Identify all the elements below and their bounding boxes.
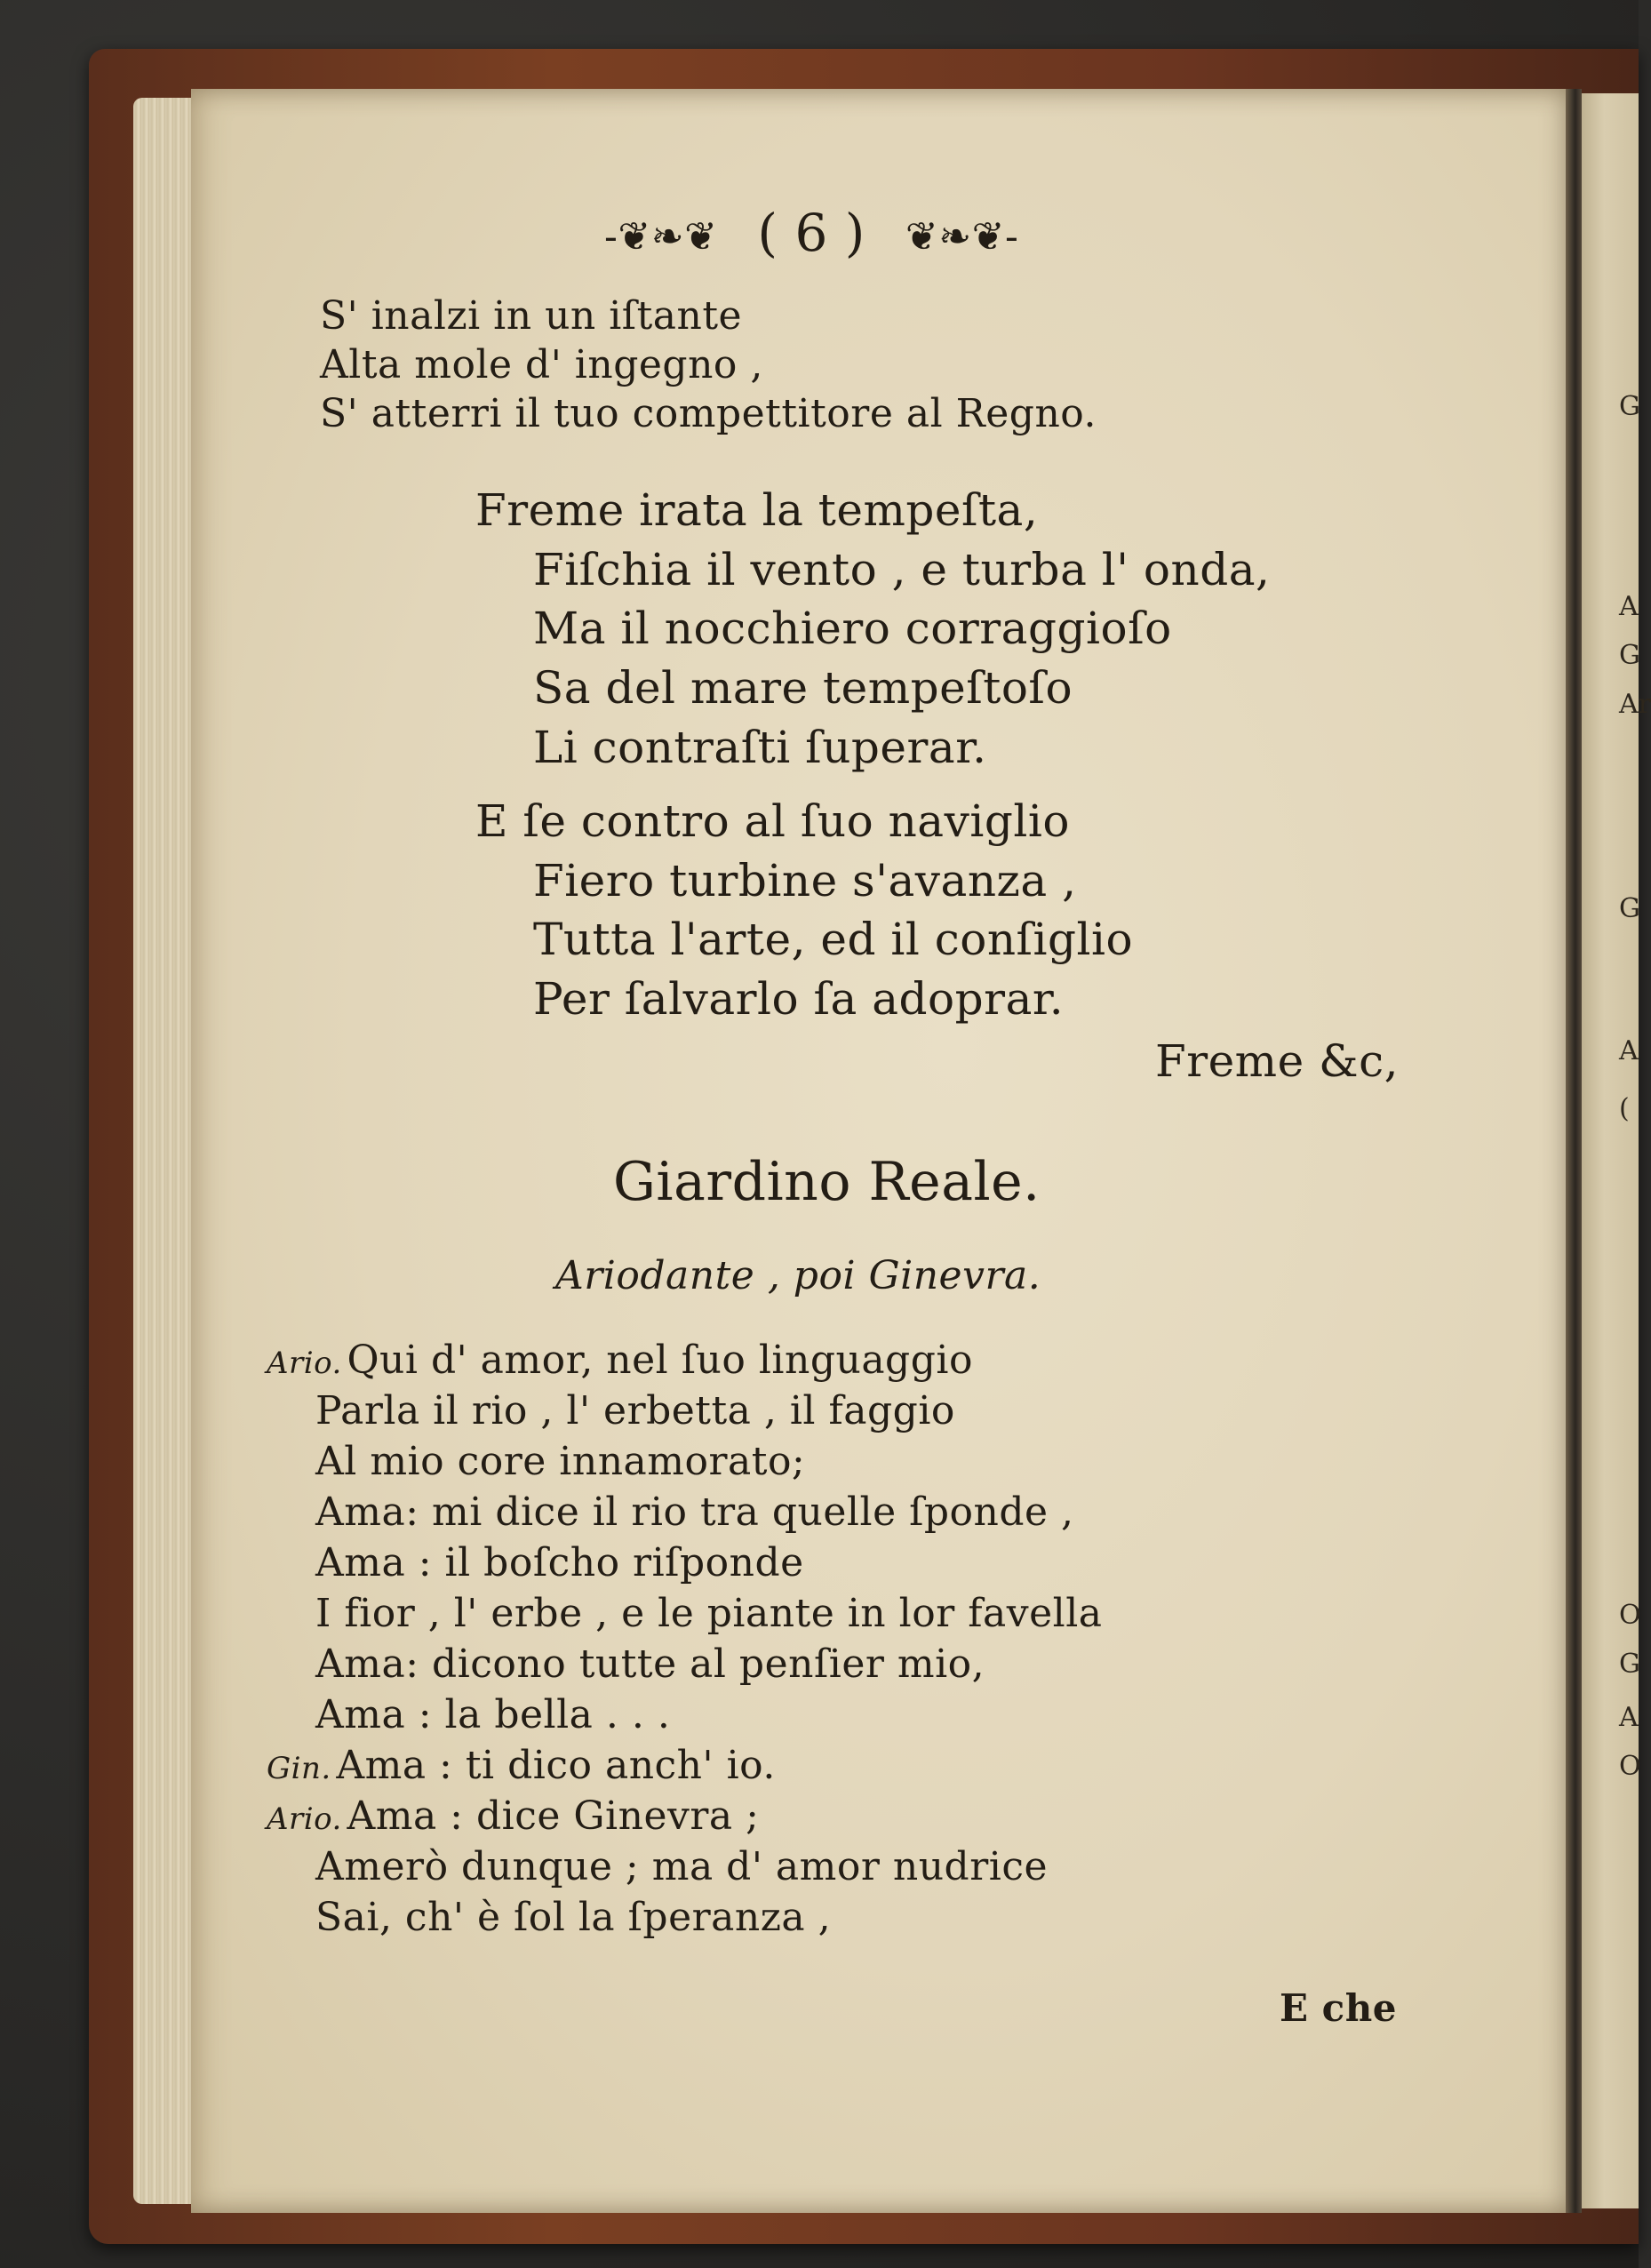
aria-line: E ſe contro al ſuo naviglio — [475, 795, 1070, 847]
ornament-right-icon: ❦❧❦- — [905, 214, 1019, 260]
facing-page-fragment: G — [1619, 893, 1640, 924]
page-number: ( 6 ) — [757, 203, 865, 263]
aria-line: Freme irata la tempeſta, — [475, 484, 1039, 536]
dialogue-text: Ama : dice Ginevra ; — [347, 1793, 760, 1839]
dialogue-line: Parla il rio , l' erbetta , il faggio — [315, 1388, 955, 1433]
facing-page-fragment: Ar — [1619, 689, 1651, 720]
aria-line: Fiſchia il vento , e turba l' onda, — [533, 544, 1271, 595]
speaker-label: Ario. — [267, 1801, 342, 1837]
ornament-left-icon: -❦❧❦ — [604, 214, 718, 260]
aria-line: Li contraſti ſuperar. — [533, 722, 987, 773]
facing-page-fragment: G — [1619, 391, 1640, 422]
dialogue-line: Ama : il boſcho riſponde — [315, 1540, 804, 1585]
dialogue-line: Ama: dicono tutte al penſier mio, — [315, 1641, 985, 1687]
dialogue-line: Amerò dunque ; ma d' amor nudrice — [315, 1844, 1049, 1889]
dialogue-line — [267, 1743, 776, 1788]
verse-line: Alta mole d' ingegno , — [320, 342, 763, 387]
aria-line: Sa del mare tempeſtoſo — [533, 662, 1073, 714]
page-header — [604, 203, 1018, 263]
dialogue-line — [267, 1338, 973, 1383]
facing-page-fragment: G — [1619, 1649, 1640, 1680]
dialogue-text: Ama : ti dico anch' io. — [336, 1743, 776, 1788]
aria-line: Tutta l'arte, ed il conſiglio — [533, 914, 1134, 965]
aria-line: Per ſalvarlo ſa adoprar. — [533, 973, 1065, 1025]
dialogue-line: I fior , l' erbe , e le piante in lor favella — [315, 1591, 1103, 1636]
facing-page-fragment: A — [1619, 591, 1639, 622]
dialogue-line: Sai, ch' è ſol la ſperanza , — [315, 1895, 832, 1940]
aria-line: Ma il nocchiero corraggioſo — [533, 603, 1172, 654]
dialogue-line: Ama: mi dice il rio tra quelle ſponde , — [315, 1489, 1074, 1535]
facing-page-fragment: G — [1619, 640, 1640, 671]
scene-title: Giardino Reale. — [613, 1151, 1041, 1213]
dialogue-text: Qui d' amor, nel ſuo linguaggio — [347, 1338, 973, 1383]
speaker-label: Gin. — [267, 1751, 331, 1786]
dialogue-line: Ama : la bella . . . — [315, 1692, 671, 1737]
stage-direction: Ariodante , poi Ginevra. — [555, 1253, 1041, 1298]
da-capo-mark: Freme &c, — [1155, 1035, 1399, 1087]
facing-page-fragment: O — [1619, 1751, 1641, 1782]
speaker-label: Ario. — [267, 1346, 342, 1381]
verse-line: S' atterri il tuo compettitore al Regno. — [320, 391, 1097, 436]
dialogue-line — [267, 1793, 759, 1839]
aria-line: Fiero turbine s'avanza , — [533, 855, 1077, 906]
catchword: E che — [1280, 1986, 1397, 2030]
dialogue-line: Al mio core innamorato; — [315, 1439, 806, 1484]
facing-page-fragment: O — [1619, 1600, 1641, 1631]
book-gutter — [1566, 89, 1582, 2213]
facing-page-fragment: A — [1619, 1035, 1639, 1066]
facing-page-fragment: A — [1619, 1702, 1639, 1733]
verse-line: S' inalzi in un iſtante — [320, 293, 743, 339]
facing-page-fragment: ( — [1619, 1093, 1630, 1124]
